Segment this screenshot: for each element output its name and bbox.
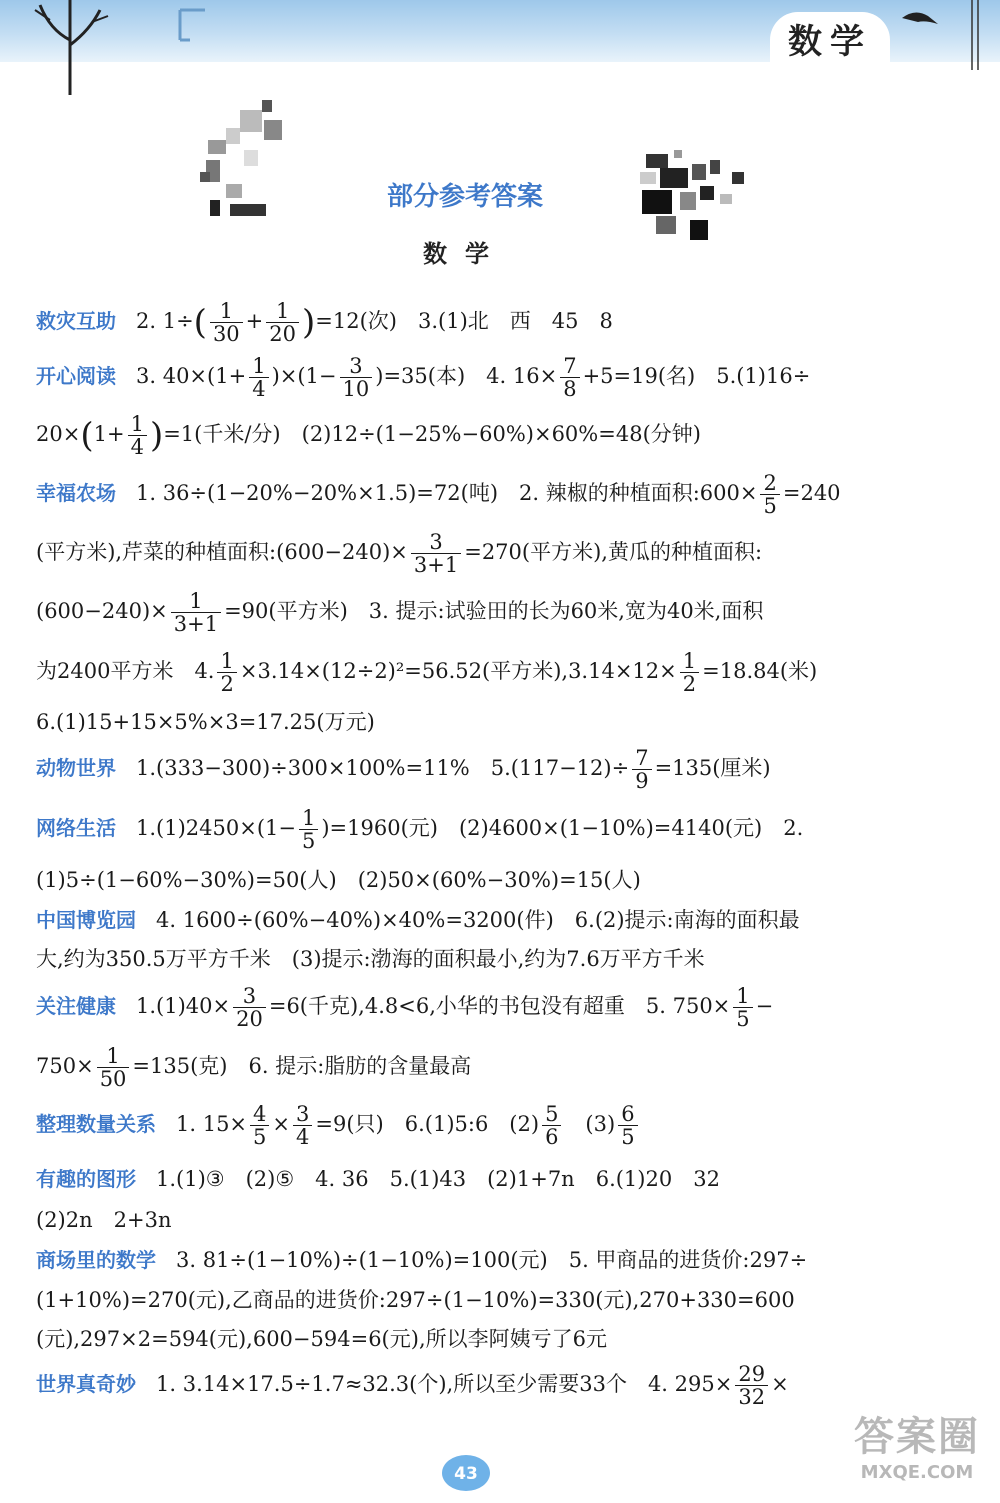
answer-line: 整理数量关系 1. 15× $\frac{4}{5}$ × $\frac{3}{4}$ =9(只) 6.(1)5:6 (2) $\frac{5}{6}$ (3) $\frac{6}{5}$ bbox=[36, 1103, 936, 1148]
answer-line: 动物世界 1.(333−300)÷300×100%=11% 5.(117−12)÷ $\frac{7}{9}$ =135(厘米) bbox=[36, 746, 771, 794]
section-heading: 中国博览园 bbox=[36, 908, 136, 932]
answer-line: 幸福农场 1. 36÷(1−20%−20%×1.5)=72(吨) 2. 辣椒的种植面积:600× $\frac{2}{5}$ =240 bbox=[36, 471, 841, 519]
answer-line: 750× $\frac{1}{50}$ =135(克) 6. 提示:脂肪的含量最高 bbox=[36, 1044, 472, 1092]
header-banner bbox=[0, 0, 1000, 62]
answer-line: 网络生活 1.(1)2450×(1− $\frac{1}{5}$ )=1960(元) (2)4600×(1−10%)=4140(元) 2. bbox=[36, 806, 804, 854]
answer-line: 20×(1+ $\frac{1}{4}$ )=1(千米/分) (2)12÷(1−25%−60%)×60%=48(分钟) bbox=[36, 412, 701, 460]
subject-tab: 数学 bbox=[770, 12, 890, 64]
section-heading: 商场里的数学 bbox=[36, 1248, 156, 1272]
watermark: 答案圈 MXQE.COM bbox=[854, 1414, 980, 1483]
section-heading: 有趣的图形 bbox=[36, 1167, 136, 1191]
answer-line: (1+10%)=270(元),乙商品的进货价:297÷(1−10%)=330(元),270+330=600 bbox=[36, 1288, 795, 1312]
answer-line: 关注健康 1.(1)40× $\frac{3}{20}$ =6(千克),4.8<6,小华的书包没有超重 5. 750× $\frac{1}{5}$ − bbox=[36, 984, 774, 1032]
page-subtitle: 数学 bbox=[423, 240, 507, 268]
bird-icon bbox=[900, 6, 940, 30]
section-heading: 关注健康 bbox=[36, 994, 116, 1019]
page-title: 部分参考答案 bbox=[386, 182, 543, 212]
answer-line: 6.(1)15+15×5%×3=17.25(万元) bbox=[36, 710, 375, 734]
answer-line: 救灾互助 2. 1÷( $\frac{1}{30}$ + $\frac{1}{20}$ )=12(次) 3.(1)北 西 45 8 bbox=[36, 299, 613, 347]
section-heading: 世界真奇妙 bbox=[36, 1372, 136, 1397]
page-number: 43 bbox=[442, 1455, 490, 1491]
answer-line: 有趣的图形 1.(1)③ (2)⑤ 4. 36 5.(1)43 (2)1+7n 6.(1)20 32 bbox=[36, 1167, 720, 1191]
answer-line: (平方米),芹菜的种植面积:(600−240)× $\frac{3}{3+1}$ =270(平方米),黄瓜的种植面积: bbox=[36, 530, 763, 578]
answer-line: (600−240)× $\frac{1}{3+1}$ =90(平方米) 3. 提示:试验田的长为60米,宽为40米,面积 bbox=[36, 589, 764, 637]
answer-line: (2)2n 2+3n bbox=[36, 1208, 172, 1232]
section-heading: 动物世界 bbox=[36, 756, 116, 781]
section-heading: 整理数量关系 bbox=[36, 1112, 156, 1137]
answer-line: 大,约为350.5万平方千米 (3)提示:渤海的面积最小,约为7.6万平方千米 bbox=[36, 947, 705, 971]
answer-line: 世界真奇妙 1. 3.14×17.5÷1.7≈32.3(个),所以至少需要33个 4. 295× $\frac{29}{32}$ × bbox=[36, 1362, 789, 1410]
answer-line: 中国博览园 4. 1600÷(60%−40%)×40%=3200(件) 6.(2)提示:南海的面积最 bbox=[36, 908, 800, 932]
answer-line: 开心阅读 3. 40×(1+ $\frac{1}{4}$ )×(1− $\frac{3}{10}$ )=35(本) 4. 16× $\frac{7}{8}$ +5=19(名) 5.(1)16÷ bbox=[36, 354, 811, 402]
section-heading: 幸福农场 bbox=[36, 481, 116, 506]
section-heading: 网络生活 bbox=[36, 816, 116, 841]
answer-line: 为2400平方米 4. $\frac{1}{2}$ ×3.14×(12÷2)²=56.52(平方米),3.14×12× $\frac{1}{2}$ =18.84(米) bbox=[36, 649, 818, 697]
answer-line: (1)5÷(1−60%−30%)=50(人) (2)50×(60%−30%)=15(人) bbox=[36, 868, 641, 892]
answer-line: (元),297×2=594(元),600−594=6(元),所以李阿姨亏了6元 bbox=[36, 1327, 607, 1351]
page-edge-lines bbox=[968, 0, 988, 70]
plant-decoration-icon bbox=[30, 0, 230, 100]
section-heading: 开心阅读 bbox=[36, 364, 116, 389]
section-heading: 救灾互助 bbox=[36, 309, 116, 334]
answer-line: 商场里的数学 3. 81÷(1−10%)÷(1−10%)=100(元) 5. 甲商品的进货价:297÷ bbox=[36, 1248, 808, 1272]
